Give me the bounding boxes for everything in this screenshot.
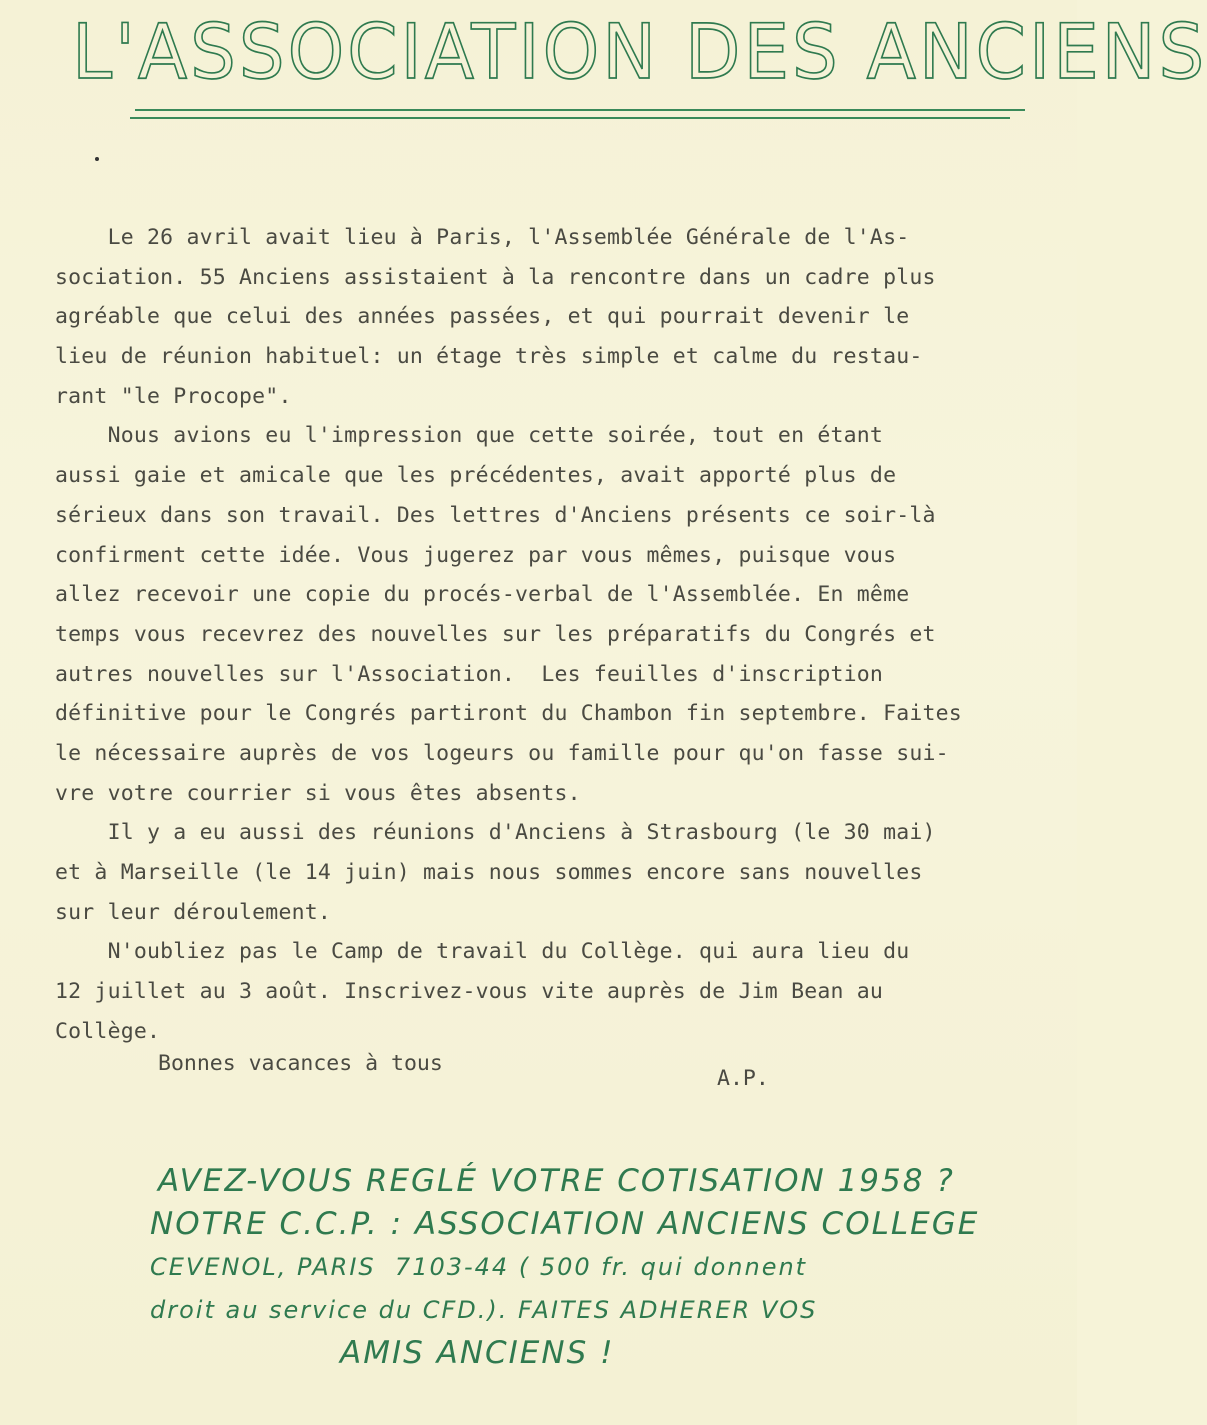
body-line: Il y a eu aussi des réunions d'Anciens à Strasbourg (le 30 mai): [55, 820, 936, 846]
body-line: temps vous recevrez des nouvelles sur les préparatifs du Congrés et: [55, 621, 936, 647]
body-line: sérieux dans son travail. Des lettres d'Anciens présents ce soir-là: [55, 502, 936, 528]
body-line: autres nouvelles sur l'Association. Les feuilles d'inscription: [55, 661, 884, 687]
body-line: sur leur déroulement.: [55, 899, 332, 925]
ink-speck: [95, 157, 99, 161]
body-line: agréable que celui des années passées, et qui pourrait devenir le: [55, 304, 910, 330]
body-line: N'oubliez pas le Camp de travail du Collège. qui aura lieu du: [55, 939, 910, 965]
body-line: confirment cette idée. Vous jugerez par vous mêmes, puisque vous: [55, 542, 897, 568]
handwritten-line: CEVENOL, PARIS 7103-44 ( 500 fr. qui donnent: [150, 1253, 808, 1281]
handwritten-line: NOTRE C.C.P. : ASSOCIATION ANCIENS COLLEGE: [150, 1206, 980, 1242]
body-line: Nous avions eu l'impression que cette soirée, tout en étant: [55, 423, 884, 449]
body-line: définitive pour le Congrés partiront du Chambon fin septembre. Faites: [55, 701, 962, 727]
document-title: L'ASSOCIATION DES ANCIENS: [72, 7, 1207, 96]
handwritten-note: [150, 1160, 1050, 1375]
signoff-text: Bonnes vacances à tous: [158, 1051, 443, 1076]
handwritten-line: AMIS ANCIENS !: [340, 1335, 615, 1371]
body-line: aussi gaie et amicale que les précédentes, avait apporté plus de: [55, 463, 897, 489]
typed-body: [55, 218, 1055, 1051]
title-underline-bottom: [130, 117, 1010, 119]
body-line: vre votre courrier si vous êtes absents.: [55, 780, 581, 806]
title-underline-top: [135, 109, 1025, 111]
handwritten-line: droit au service du CFD.). FAITES ADHERER VOS: [150, 1296, 818, 1324]
body-line: sociation. 55 Anciens assistaient à la rencontre dans un cadre plus: [55, 264, 936, 290]
body-line: rant "le Procope".: [55, 383, 292, 409]
body-line: le nécessaire auprès de vos logeurs ou famille pour qu'on fasse sui-: [55, 740, 949, 766]
body-line: Collège.: [55, 1018, 161, 1044]
body-line: Le 26 avril avait lieu à Paris, l'Assemblée Générale de l'As-: [55, 225, 910, 250]
body-line: et à Marseille (le 14 juin) mais nous sommes encore sans nouvelles: [55, 860, 923, 885]
body-line: allez recevoir une copie du procés-verbal de l'Assemblée. En même: [55, 582, 910, 608]
body-line: 12 juillet au 3 août. Inscrivez-vous vite auprès de Jim Bean au: [55, 979, 884, 1005]
handwritten-line: AVEZ-VOUS REGLÉ VOTRE COTISATION 1958 ?: [158, 1163, 955, 1199]
body-line: lieu de réunion habituel: un étage très simple et calme du restau-: [55, 344, 923, 370]
author-initials: A.P.: [717, 1066, 769, 1091]
